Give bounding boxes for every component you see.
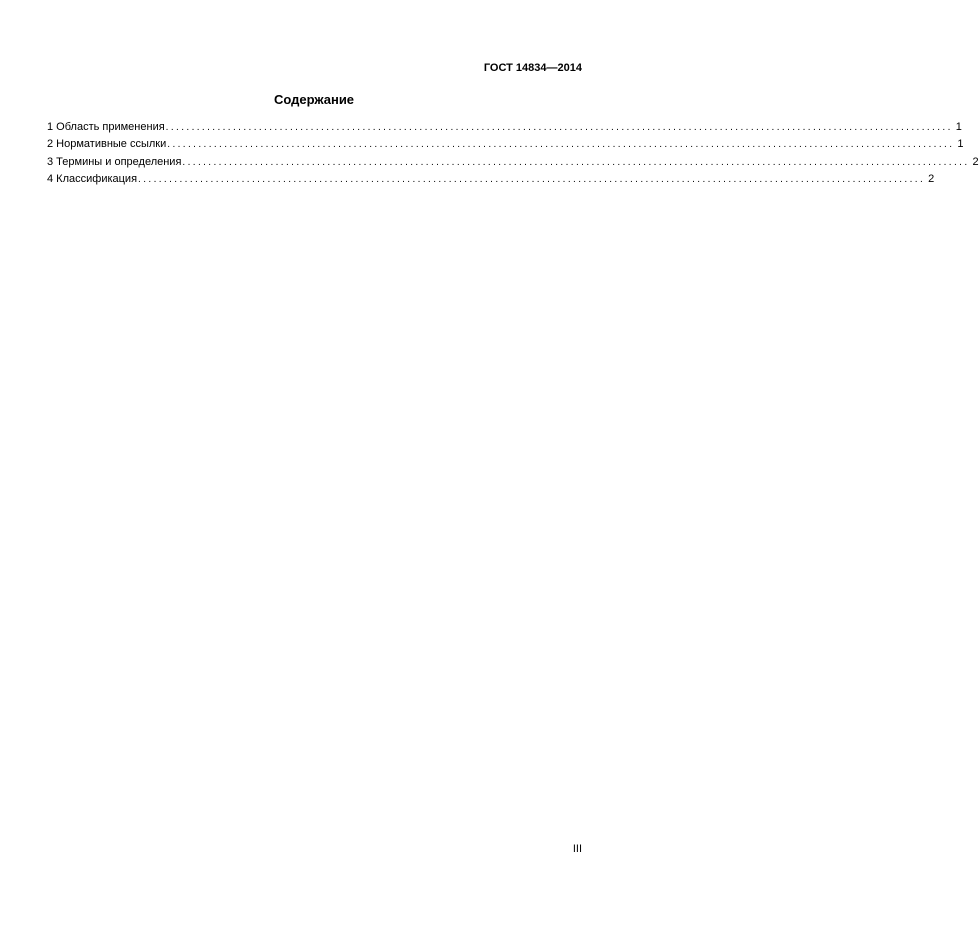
toc-entry-label: 2 Нормативные ссылки	[47, 138, 167, 151]
toc-title: Содержание	[273, 92, 355, 107]
toc-entry-label: 1 Область применения	[47, 121, 165, 133]
page-number: III	[572, 843, 582, 855]
toc-entry-normative-references[interactable]	[47, 136, 964, 153]
dot-leader: ........................................................................................................................................................	[167, 139, 955, 151]
toc-entry-terms-definitions[interactable]	[47, 154, 979, 171]
dot-leader: ........................................................................................................................................................	[165, 122, 953, 133]
table-of-contents	[47, 119, 979, 189]
toc-entry-scope[interactable]	[47, 119, 962, 136]
dot-leader: ........................................................................................................................................................	[182, 156, 970, 168]
document-code: ГОСТ 14834—2014	[483, 62, 582, 74]
toc-entry-label: 3 Термины и определения	[47, 155, 182, 168]
toc-entry-page: 2	[972, 155, 979, 168]
toc-entry-label: 4 Классификация	[47, 173, 138, 186]
toc-entry-page: 1	[955, 121, 962, 133]
toc-entry-classification[interactable]	[47, 171, 935, 188]
toc-entry-page: 1	[957, 138, 964, 151]
dot-leader: ........................................................................................................................................................	[138, 174, 926, 186]
toc-entry-page: 2	[928, 173, 935, 186]
